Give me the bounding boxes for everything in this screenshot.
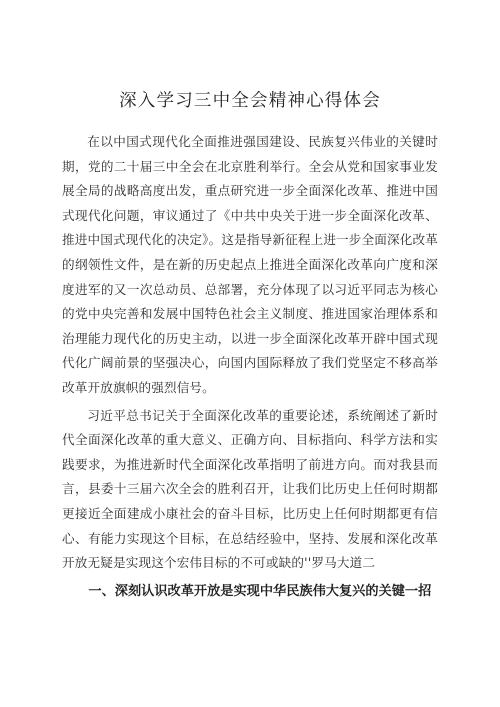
body-paragraph-2: 习近平总书记关于全面深化改革的重要论述，系统阐述了新时代全面深化改革的重大意义、正确方向、目标指向、科学方法和实践要求，为推进新时代全面深化改革指明了前进方向。而对我县而言，县委十三届六次全会的胜利召开，让我们比历史上任何时期都更接近全面建成小康社会的奋斗目标，比历史上任何时期都更有信心、有能力实现这个目标，在总结经验中，坚持、发展和深化改革开放无疑是实现这个宏伟目标的不可或缺的''罗马大道二 (62, 407, 438, 571)
body-paragraph-1: 在以中国式现代化全面推进强国建设、民族复兴伟业的关键时期，党的二十届三中全会在北京胜利举行。全会从党和国家事业发展全局的战略高度出发，重点研究进一步全面深化改革、推进中国式现代化问题，审议通过了《中共中央关于进一步全面深化改革、推进中国式现代化的决定》。这是指导新征程上进一步全面深化改革的纲领性文件，是在新的历史起点上推进全面深化改革向广度和深度进军的又一次总动员、总部署，充分体现了以习近平同志为核心的党中央完善和发展中国特色社会主义制度、推进国家治理体系和治理能力现代化的历史主动，以进一步全面深化改革开辟中国式现代化广阔前景的坚强决心，向国内国际释放了我们党坚定不移高举改革开放旗帜的强烈信号。 (62, 134, 439, 395)
section-heading-1: 一、深刻认识改革开放是实现中华民族伟大复兴的关键一招 (88, 583, 432, 599)
document-title: 深入学习三中全会精神心得体会 (119, 91, 381, 111)
